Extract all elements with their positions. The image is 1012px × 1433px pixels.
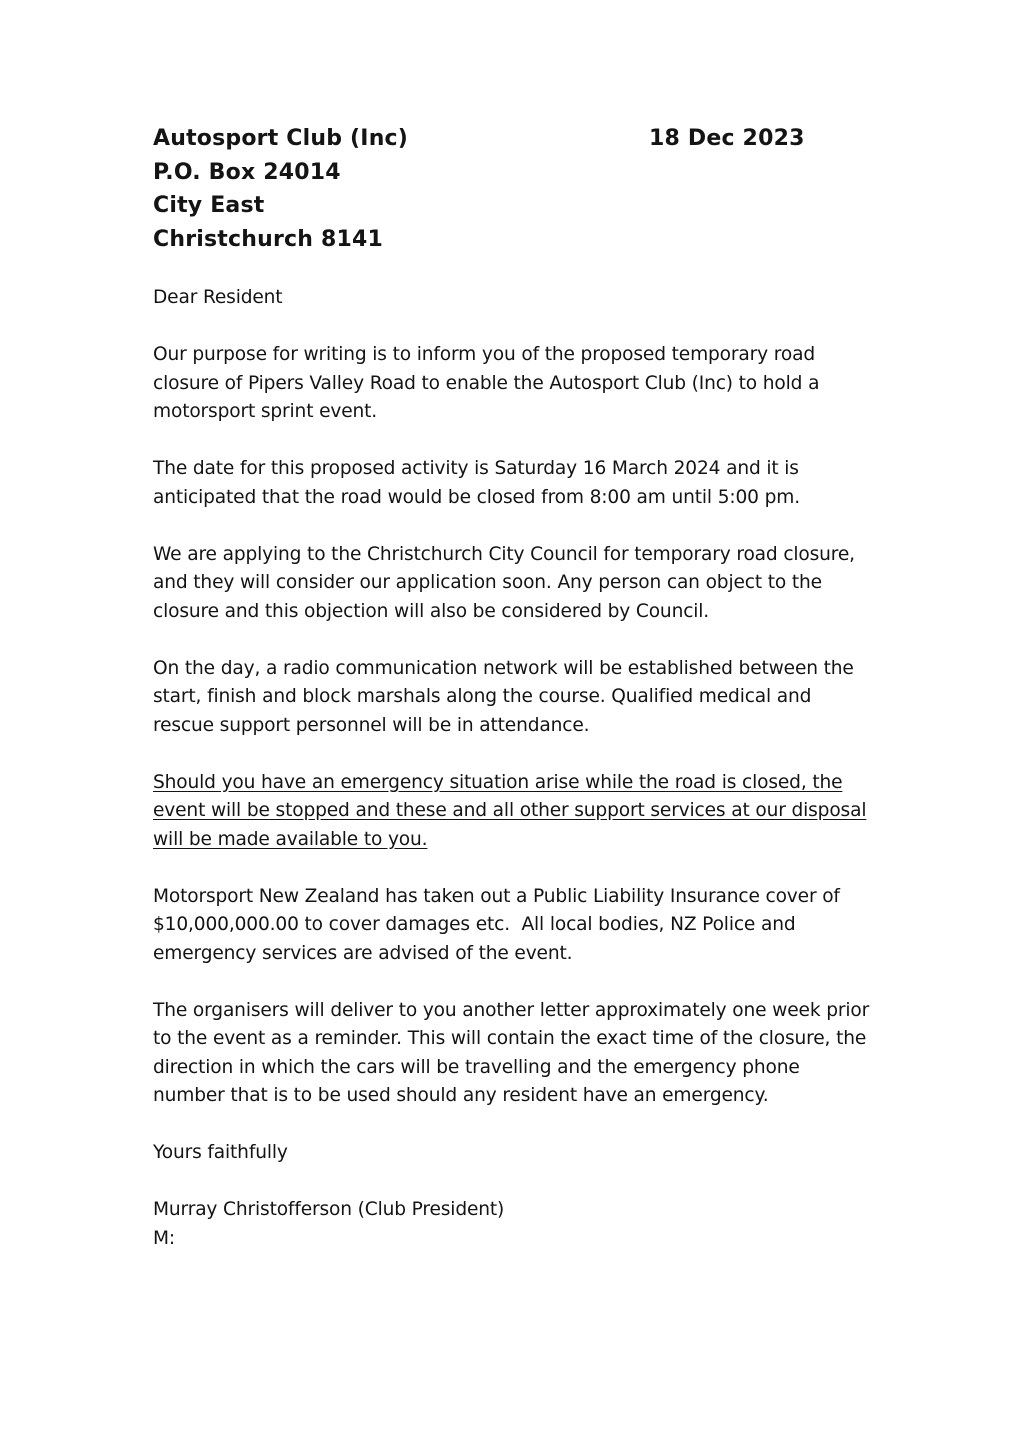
- signatory: Murray Christofferson (Club President): [153, 1199, 505, 1220]
- sender-organisation: Autosport Club (Inc): [153, 126, 409, 151]
- sender-suburb: City East: [153, 193, 265, 218]
- paragraph-on-the-day: On the day, a radio communication network will be established between the start, finish and block marshals along the course. Qualified medical and rescue support personnel will be in attendance.: [153, 657, 854, 736]
- closing: Yours faithfully: [153, 1142, 288, 1163]
- letter-body: [153, 284, 873, 1253]
- sender-address: [153, 122, 873, 256]
- paragraph-council: We are applying to the Christchurch City Council for temporary road closure, and they will consider our application soon. Any person can object to the closure and this objection will also be considered by Council.: [153, 543, 855, 622]
- greeting: Dear Resident: [153, 287, 283, 308]
- sender-po-box: P.O. Box 24014: [153, 159, 341, 185]
- paragraph-insurance: Motorsport New Zealand has taken out a Public Liability Insurance cover of $10,000,000.00 to cover damages etc. All local bodies, NZ Police and emergency services are advised of the event.: [153, 885, 846, 964]
- sender-city: Christchurch 8141: [153, 226, 384, 252]
- paragraph-emergency: Should you have an emergency situation arise while the road is closed, the event will be stopped and these and all other support services at our disposal will be made available to you.: [153, 771, 867, 850]
- paragraph-reminder: The organisers will deliver to you another letter approximately one week prior to the event as a reminder. This will contain the exact time of the closure, the direction in which the cars will be travelling and the emergency phone number that is to be used should any resident have an emergency.: [153, 999, 870, 1106]
- letter: [153, 122, 873, 1253]
- mobile-label: M:: [153, 1227, 176, 1249]
- paragraph-purpose: Our purpose for writing is to inform you of the proposed temporary road closure of Pipers Valley Road to enable the Autosport Club (Inc) to hold a motorsport sprint event.: [153, 344, 820, 422]
- paragraph-date: The date for this proposed activity is Saturday 16 March 2024 and it is anticipated that the road would be closed from 8:00 am until 5:00 pm.: [153, 458, 800, 508]
- letter-date: 18 Dec 2023: [649, 126, 805, 151]
